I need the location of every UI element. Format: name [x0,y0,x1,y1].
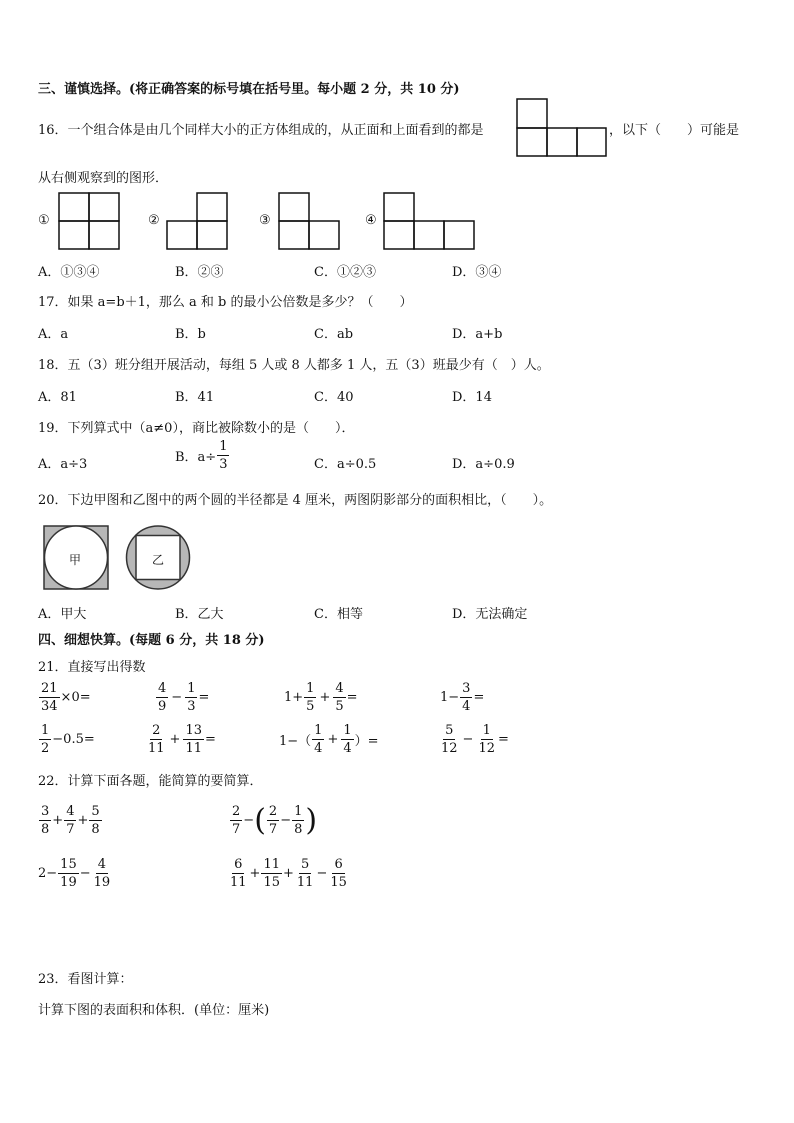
numerator: 2 [232,804,241,819]
numerator: 6 [334,857,343,872]
q16-fig1-label: ① [38,213,50,228]
q20-option-c: C．相等 [314,607,363,622]
expr-tail: = [473,690,485,705]
denominator: 4 [314,741,323,756]
operator: + [283,866,294,881]
q22-expr-2 [229,802,318,838]
q23-subtext: 计算下图的表面积和体积．(单位：厘米) [38,1003,270,1018]
q20-option-a: A．甲大 [38,607,87,622]
numerator: 1 [314,723,323,738]
numerator: 1 [294,804,303,819]
q21-expr-1 [38,682,91,713]
denominator: 19 [60,875,77,890]
expr-tail: = [346,690,358,705]
expr-lead: 1+ [284,690,304,705]
q20-option-b: B．乙大 [175,607,224,622]
q17-text: 17．如果 a=b＋1，那么 a 和 b 的最小公倍数是多少？（ ） [38,295,413,310]
q17-option-b: B．b [175,327,206,342]
q16-fig2-label: ② [148,213,160,228]
denominator: 3 [219,457,228,472]
numerator: 3 [462,681,471,696]
q18-option-d: D．14 [452,390,492,405]
numerator: 4 [335,681,344,696]
q21-expr-7 [279,724,379,755]
operator: − [462,732,474,747]
denominator: 3 [187,699,196,714]
q19-option-c: C．a÷0.5 [314,457,377,472]
numerator: 4 [66,804,75,819]
q21-expr-2 [155,682,209,713]
q19-option-b-fraction [217,440,229,471]
q16-fig3-label: ③ [259,213,271,228]
numerator: 6 [234,857,243,872]
q21-expr-8 [438,724,509,755]
denominator: 5 [306,699,315,714]
numerator: 1 [219,439,228,454]
q23-text: 23．看图计算： [38,972,133,987]
q19-option-d: D．a÷0.9 [452,457,515,472]
q16-fig4 [383,192,477,252]
denominator: 7 [268,822,278,837]
q22-expr-4 [227,858,350,889]
expr-lead: 2− [38,866,58,881]
denominator: 11 [185,741,202,756]
section-4-title: 四、细想快算。(每题 6 分，共 18 分) [38,633,265,648]
expr-lead: 1−（ [279,734,312,749]
denominator: 11 [148,741,165,756]
expr-tail: ）= [354,734,379,749]
q17-option-d: D．a+b [452,327,503,342]
left-paren: ( [254,802,266,838]
numerator: 1 [41,723,50,738]
operator: + [77,813,89,828]
numerator: 11 [263,857,280,872]
q16-option-c: C．①②③ [314,265,376,280]
operator: + [52,813,64,828]
denominator: 4 [462,699,471,714]
operator: + [169,732,181,747]
expr-lead: 1− [440,690,460,705]
expr-tail: ×0= [60,690,91,705]
q18-text: 18．五（3）班分组开展活动，每组 5 人或 8 人都多 1 人，五（3）班最少有（ ）人。 [38,358,550,373]
numerator: 1 [343,723,352,738]
expr-tail: = [205,732,216,747]
numerator: 21 [41,681,58,696]
operator: − [280,813,292,828]
q21-expr-3 [284,682,358,713]
q21-expr-5 [38,724,95,755]
q19-option-b-prefix: B．a÷ [175,450,217,465]
numerator: 2 [152,723,161,738]
q17-option-c: C．ab [314,327,354,342]
q17-option-a: A．a [38,327,69,342]
numerator: 1 [306,681,315,696]
q21-expr-6 [145,724,216,755]
q19-option-a: A．a÷3 [38,457,88,472]
numerator: 3 [41,804,50,819]
denominator: 9 [158,699,167,714]
q16-option-d: D．③④ [452,265,502,280]
numerator: 13 [185,723,202,738]
operator: − [316,866,328,881]
numerator: 5 [301,857,310,872]
numerator: 15 [60,857,77,872]
q16-text-a: 16．一个组合体是由几个同样大小的正方体组成的，从正面和上面看到的都是 [38,123,484,138]
q22-expr-3 [38,858,113,889]
q18-option-c: C．40 [314,390,354,405]
q16-option-b: B．②③ [175,265,224,280]
operator: + [319,690,331,705]
q16-text-c: 从右侧观察到的图形． [38,171,169,186]
numerator: 4 [97,857,107,872]
numerator: 2 [268,804,278,819]
right-paren: ) [305,802,318,838]
denominator: 12 [478,741,495,756]
q16-option-a: A．①③④ [38,265,100,280]
q21-expr-4 [440,682,484,713]
operator: + [249,866,261,881]
q22-expr-1 [38,805,103,836]
operator: − [243,813,255,828]
q18-option-b: B．41 [175,390,215,405]
operator: − [171,690,183,705]
q16-view-figure [516,98,608,158]
expr-tail: = [498,732,509,747]
q20-yi-label: 乙 [152,553,165,567]
q22-text: 22．计算下面各题，能简算的要简算． [38,774,263,789]
q19-option-b [175,440,230,471]
numerator: 5 [445,723,454,738]
denominator: 8 [91,822,100,837]
operator: − [79,866,91,881]
q16-text-b: ，以下（ ）可能是 [609,123,740,138]
q21-text: 21．直接写出得数 [38,660,146,675]
denominator: 7 [232,822,241,837]
numerator: 1 [187,681,196,696]
denominator: 12 [441,741,458,756]
denominator: 4 [343,741,352,756]
denominator: 15 [263,875,280,890]
q16-fig4-label: ④ [365,213,377,228]
denominator: 5 [335,699,344,714]
q16-fig3 [278,192,342,252]
denominator: 34 [41,699,58,714]
denominator: 11 [296,875,314,890]
denominator: 8 [41,822,50,837]
denominator: 2 [41,741,50,756]
section-3-title: 三、谨慎选择。(将正确答案的标号填在括号里。每小题 2 分，共 10 分) [38,82,460,97]
denominator: 8 [294,822,303,837]
operator: + [327,732,339,747]
q20-option-d: D．无法确定 [452,607,528,622]
numerator: 5 [91,804,100,819]
denominator: 11 [230,875,247,890]
q16-fig2 [166,192,230,252]
q16-fig1 [58,192,122,252]
expr-tail: −0.5= [52,732,95,747]
expr-tail: = [198,690,210,705]
denominator: 19 [93,875,111,890]
denominator: 7 [66,822,75,837]
q19-text: 19．下列算式中（a≠0），商比被除数小的是（ ）． [38,421,355,436]
q18-option-a: A．81 [38,390,77,405]
q20-text: 20．下边甲图和乙图中的两个圆的半径都是 4 厘米，两图阴影部分的面积相比，（ ）。 [38,493,553,508]
numerator: 1 [482,723,491,738]
q20-jia-label: 甲 [69,553,82,567]
denominator: 15 [330,875,347,890]
numerator: 4 [158,681,167,696]
